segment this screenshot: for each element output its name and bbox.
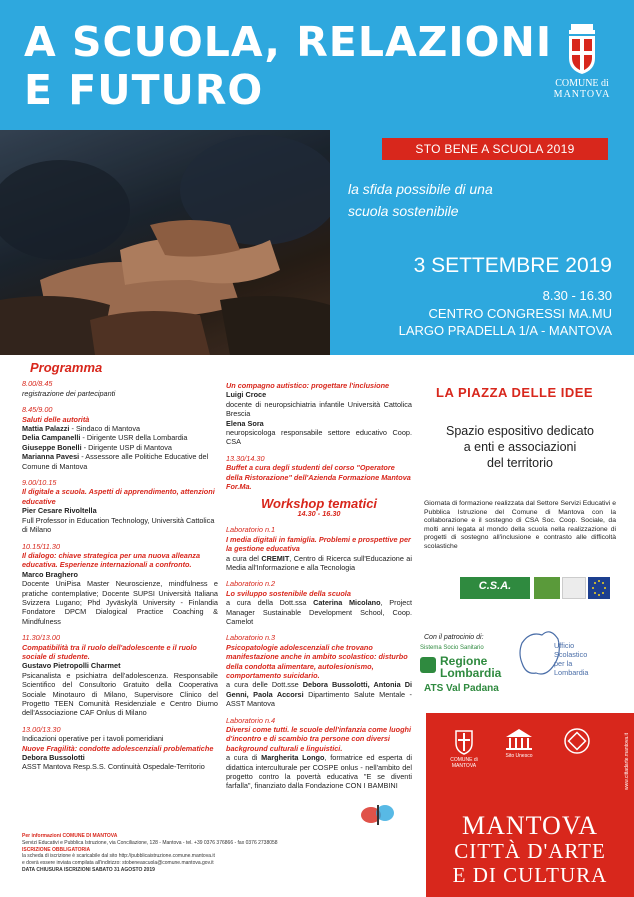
- lab-text: Dipartimento Salute Mentale - ASST Mantova: [226, 689, 412, 709]
- block-text: Indicazioni operative per i tavoli pomeridiani: [22, 734, 164, 744]
- speaker-name: Giuseppe Bonelli: [22, 442, 82, 452]
- speaker-role: docente di neuropsichiatria infantile Università Cattolica Brescia: [226, 399, 412, 419]
- event-place-line-1: CENTRO CONGRESSI MA.MU: [428, 306, 612, 321]
- spazio-line-2: a enti e associazioni: [463, 440, 577, 454]
- block-title: Compatibilità tra il ruolo dell'adolescente e il ruolo sociale di studente.: [22, 642, 197, 661]
- unesco-logo-text: Sito Unesco: [505, 753, 533, 759]
- header-banner: [0, 0, 634, 130]
- citta-text: [426, 839, 634, 887]
- footer-iscrizione-line-2: e dovrà essere inviata compilata all'indirizzo: stobeneascuola@comune.mantova.gov.it: [22, 860, 214, 867]
- block-time: 8.45/9.00: [22, 405, 53, 415]
- comune-logo: [552, 24, 612, 100]
- piazza-heading: LA PIAZZA DELLE IDEE: [436, 385, 594, 400]
- speaker-role: - Assessore alle Politiche Educative del Comune di Mantova: [22, 452, 209, 471]
- logo-text-line-2: MANTOVA: [553, 89, 611, 100]
- speaker-line: [22, 443, 218, 452]
- spazio-line-1: Spazio espositivo dedicato: [445, 424, 594, 438]
- speaker-role: Psicanalista e psichiatra dell'adolescenza. Responsabile Scientifico del Consultorio Gratuito della Cooperativa Sociale Minotauro di Milano, Supervisore Clinico del Progetto TEEN Comunità Residenziale e Centro Diurno dell'Associazione CAF Onlus di Milano: [22, 670, 218, 718]
- lab-title: Diversi come tutti. le scuole dell'infanzia come luoghi d'incontro e di scambio tra persone con diversi background culturali e linguistici.: [226, 725, 412, 753]
- block-title: Il digitale a scuola. Aspetti di apprendimento, attenzioni educative: [22, 487, 215, 506]
- speaker-role: - Dirigente USR della Lombardia: [80, 433, 188, 443]
- lab-title: Lo sviluppo sostenibile della scuola: [226, 588, 351, 598]
- lab-label: Laboratorio n.2: [226, 579, 276, 589]
- title-line-2: E FUTURO: [24, 66, 264, 114]
- lab-name: CREMIT: [261, 553, 290, 563]
- world-heritage-logo: [554, 727, 600, 769]
- programma-heading: Programma: [30, 360, 103, 375]
- block-title: Nuove Fragilità: condotte adolescenziali problematiche: [22, 743, 214, 753]
- speaker-name: Debora Bussolotti: [22, 753, 85, 763]
- lab-label: Laboratorio n.1: [226, 525, 276, 535]
- event-place-line-2: LARGO PRADELLA 1/A - MANTOVA: [398, 323, 612, 338]
- speaker-line: [22, 424, 218, 433]
- spazio-text: [420, 423, 620, 471]
- title-line-1: A SCUOLA, RELAZIONI: [24, 18, 553, 66]
- ufficio-scolastico-logo: [516, 619, 620, 697]
- lab-name: Caterina Micolano: [313, 598, 381, 608]
- lab-name: Debora Bussolotti, Antonia Di Genni, Paola Accorsi: [226, 680, 413, 699]
- ats-val-padana: ATS Val Padana: [424, 683, 499, 694]
- lab-pre: a cura della Dott.ssa: [226, 598, 314, 608]
- block-title: Un compagno autistico: progettare l'inclusione: [226, 381, 390, 390]
- lab-pre: a cura di: [226, 753, 262, 763]
- mantova-text: MANTOVA: [461, 811, 599, 840]
- event-subtitle: [348, 178, 588, 222]
- lab-desc: [226, 598, 412, 626]
- speaker-role: - Sindaco di Mantova: [69, 424, 141, 434]
- ufficio-line-1: Ufficio: [554, 641, 575, 650]
- speaker-name: Delia Campanelli: [22, 433, 81, 443]
- programma-column: [22, 355, 218, 772]
- csa-logo: [460, 577, 530, 624]
- speaker-name: Gustavo Pietropolli Charmet: [22, 661, 121, 671]
- patrocinio-label: Con il patrocinio di:: [424, 634, 484, 641]
- speaker-name: Marianna Pavesi: [22, 452, 80, 462]
- sponsor-logo-3: [562, 577, 586, 599]
- csa-logo-sub: Cooperativa Servizi Assistenziali: [474, 601, 516, 624]
- lab-label: Laboratorio n.3: [226, 633, 276, 643]
- speaker-name: Marco Braghero: [22, 569, 78, 579]
- footer-info-label: Per informazioni COMUNE DI MANTOVA: [22, 833, 118, 839]
- page-title: [24, 18, 552, 114]
- stacked-hands-image: [0, 130, 330, 355]
- butterfly-icon: [355, 795, 403, 833]
- speaker-line: [22, 433, 218, 442]
- speaker-role: Full Professor in Education Technology, Università Cattolica di Milano: [22, 515, 215, 535]
- footer-info-text: Servizi Educativi e Pubblica Istruzione, via Conciliazione, 128 - Mantova - tel. +39 0376 376866 - fax 0376 2738058: [22, 839, 278, 846]
- giornata-paragraph: Giornata di formazione realizzata dal Settore Servizi Educativi e Pubblica Istruzione del Comune di Mantova con la collaborazione e il sostegno di CSA Soc. Coop. Sociale, da molti anni legata al mondo della scuola nella realizzazione di progetti di sostegno all'inclusione e contrasto alle difficoltà scolastiche: [424, 500, 616, 550]
- block-time: 13.30/14.30: [226, 453, 265, 463]
- eu-flag-icon: [588, 577, 610, 599]
- event-info: [330, 130, 634, 355]
- lab-text: , formatrice ed esperta di didattica interculturale per COSPE onlus - nell'ambito del progetto contro la povertà educativa "E se diventi farfalla", finanziato dalla Fondazione CON I BAMBINI: [226, 753, 412, 791]
- citta-line-1: CITTÀ D'ARTE: [454, 839, 606, 863]
- mantova-citta-box: [426, 713, 634, 897]
- unesco-logo: [496, 727, 542, 769]
- unesco-temple-icon: [504, 727, 534, 751]
- hands-photo: [0, 130, 330, 355]
- lab-pre: a cura delle Dott.sse: [226, 680, 303, 690]
- event-tag: STO BENE A SCUOLA 2019: [382, 138, 608, 160]
- lab-title: I media digitali in famiglia. Problemi e prospettive per la gestione educativa: [226, 534, 411, 554]
- csa-logo-text: C.S.A.: [478, 580, 512, 592]
- footer-info: [22, 833, 402, 874]
- coat-of-arms-icon: [565, 24, 599, 76]
- block-time: 11.30/13.00: [22, 633, 61, 643]
- block-time: 9.00/10.15: [22, 478, 57, 488]
- lab-text: , Project Manager Sustainable Development School, Coop. Camelot: [226, 598, 413, 626]
- speaker-name: Mattia Palazzi: [22, 424, 70, 434]
- event-subtitle-line-2: scuola sostenibile: [348, 203, 459, 219]
- lab-label: Laboratorio n.4: [226, 715, 276, 725]
- lab-pre: a cura del: [226, 553, 262, 563]
- speaker-role: - Dirigente USP di Mantova: [81, 442, 172, 452]
- lab-desc: [226, 753, 412, 791]
- event-subtitle-line-1: la sfida possibile di una: [348, 181, 493, 197]
- lab-text: , Centro di Ricerca sull'Educazione ai Media all'Informazione e alla Tecnologia: [226, 553, 412, 572]
- lab-name: Margherita Longo: [261, 753, 325, 763]
- small-coat-icon: [454, 727, 474, 755]
- lower-section: [0, 355, 634, 897]
- speaker-line: [22, 452, 218, 471]
- sponsor-logo-2: [534, 577, 560, 599]
- block-title: Saluti delle autorità: [22, 414, 90, 424]
- ufficio-line-4: Lombardia: [554, 668, 589, 677]
- redbox-logos: [446, 727, 616, 771]
- block-time: 8.00/8.45: [22, 379, 53, 389]
- workshop-column: [226, 355, 412, 791]
- ufficio-line-2: Scolastico: [554, 650, 588, 659]
- comune-small-logo: [446, 727, 482, 769]
- regione-icon: [420, 657, 436, 673]
- speaker-name: Pier Cesare Rivoltella: [22, 506, 97, 516]
- speaker-name: Luigi Croce: [226, 390, 267, 400]
- block-title: Il dialogo: chiave strategica per una nuova alleanza educativa. Esperienze internazionali a confronto.: [22, 550, 201, 570]
- workshop-time: 14.30 - 16.30: [297, 508, 341, 518]
- workshop-heading: Workshop tematici: [260, 496, 378, 512]
- lab-title: Psicopatologie adolescenziali che trovano manifestazione anche in ambito scolastico: disturbo della condotta alimentare, autolesionismo, comportamento suicidario.: [226, 642, 408, 680]
- regione-name: [440, 655, 501, 679]
- lab-desc: [226, 680, 412, 708]
- block-text: registrazione dei partecipanti: [22, 388, 116, 398]
- block-title: Buffet a cura degli studenti del corso "Operatore della Ristorazione" dell'Azienda Formazione Mantova For.Ma.: [226, 463, 411, 492]
- block-time: 10.15/11.30: [22, 541, 61, 551]
- ufficio-line-3: per la: [554, 659, 573, 668]
- redbox-url: www.cittadarte.mantova.it: [624, 733, 630, 790]
- regione-line-2: Lombardia: [440, 666, 502, 680]
- sistema-socio-sanitario: Sistema Socio Sanitario: [420, 645, 484, 651]
- footer-chiusura: DATA CHIUSURA ISCRIZIONI SABATO 31 AGOSTO 2019: [22, 866, 155, 873]
- footer-iscrizione-line-1: la scheda di iscrizione è scaricabile dal sito http://pubblicaistruzione.comune.mantova.it: [22, 853, 215, 860]
- speaker-role: Docente UniPisa Master Neuroscienze, mindfulness e pratiche contemplative; Docente SUPSI Università Italiana Svizzera Lugano; Phd Jyväskylä University - Finlandia Fondatore DPCM Dialogical Practice Coaching & Mindfulness: [22, 579, 218, 626]
- event-time: 8.30 - 16.30: [542, 288, 612, 303]
- block-time: 13.00/13.30: [22, 724, 61, 734]
- citta-line-2: E DI CULTURA: [452, 863, 608, 887]
- logo-text-line-1: COMUNE di: [555, 78, 609, 89]
- regione-line-1: Regione: [440, 654, 488, 668]
- lab-desc: [226, 554, 412, 573]
- event-date: 3 SETTEMBRE 2019: [413, 254, 612, 277]
- spazio-line-3: del territorio: [487, 456, 553, 470]
- speaker-role: ASST Mantova Resp.S.S. Continuità Ospedale-Territorio: [22, 762, 205, 772]
- footer-iscrizione-label: ISCRIZIONE OBBLIGATORIA: [22, 846, 91, 853]
- farfalla-logo: [355, 795, 403, 833]
- sponsor-logos: [460, 577, 620, 624]
- comune-small-logo-text: COMUNE di MANTOVA: [450, 757, 478, 769]
- ufficio-text: [554, 641, 588, 677]
- heritage-emblem-icon: [563, 727, 591, 755]
- speaker-name: Elena Sora: [226, 418, 264, 428]
- speaker-role: neuropsicologa responsabile settore educativo Coop. CSA: [226, 428, 412, 447]
